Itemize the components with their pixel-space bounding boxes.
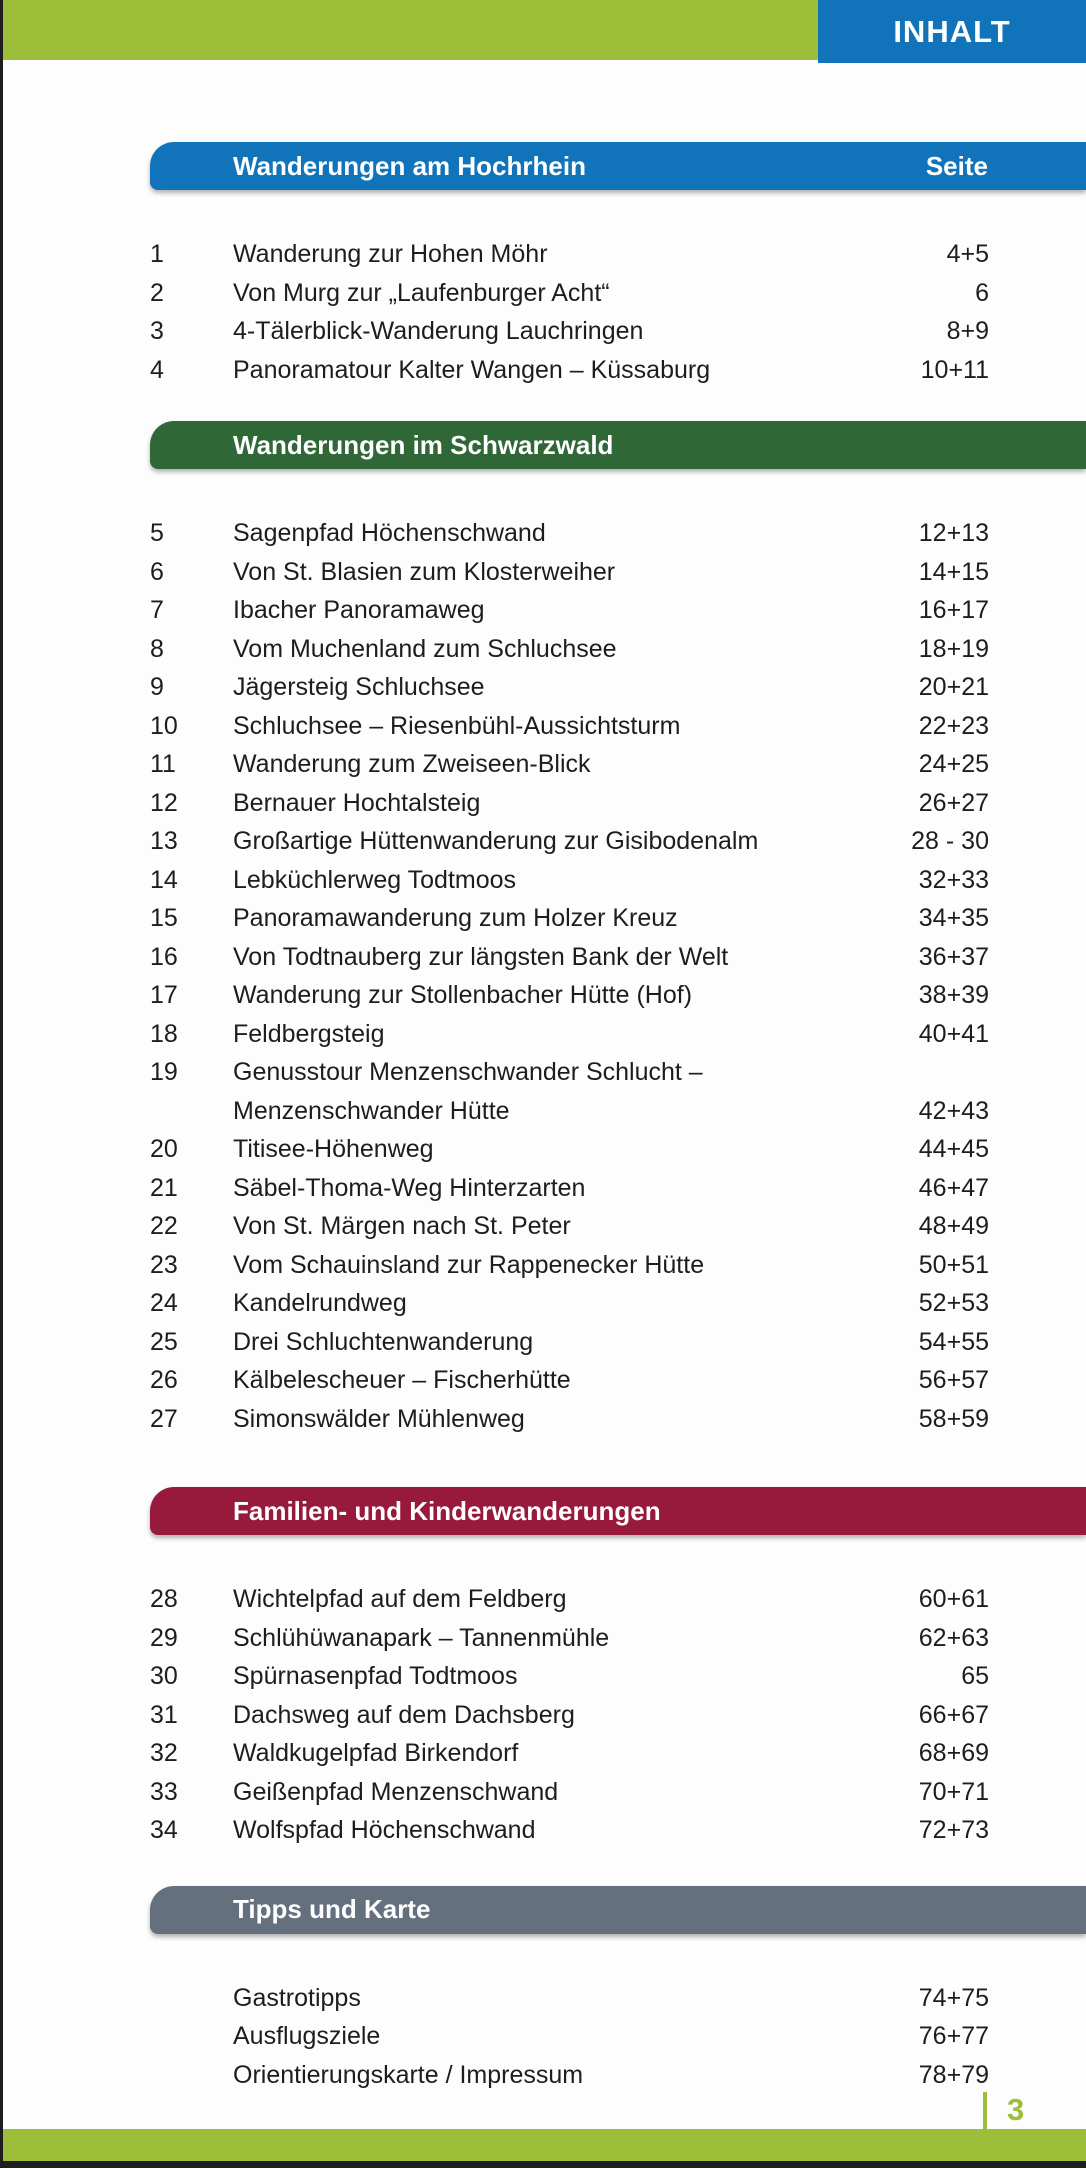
trail-number: 13 — [150, 827, 178, 855]
trail-title-group — [233, 1361, 919, 1400]
trail-title: Von St. Blasien zum Klosterweiher — [233, 557, 616, 586]
trail-title-group — [233, 707, 919, 746]
section-title: Wanderungen am Hochrhein — [233, 150, 586, 181]
trail-pages: 74+75 — [918, 1983, 989, 2012]
trail-number: 2 — [150, 278, 164, 307]
trail-title: Kälbelescheuer – Fischerhütte — [233, 1366, 571, 1394]
trail-number: 24 — [150, 1289, 178, 1317]
trail-title-group — [233, 312, 947, 351]
trail-number: 3 — [150, 317, 164, 345]
trail-title: Ibacher Panoramaweg — [233, 596, 485, 624]
trail-number: 8 — [150, 634, 164, 663]
trail-number — [150, 1979, 233, 2018]
toc-row — [150, 514, 1086, 553]
trail-title-group — [233, 1979, 919, 2018]
trail-pages: 52+53 — [918, 1289, 989, 1317]
trail-pages: 44+45 — [918, 1135, 989, 1163]
toc-row — [150, 591, 1086, 630]
trail-title-group — [233, 1619, 919, 1658]
trail-title-group — [233, 1015, 919, 1054]
trail-title-group — [233, 1323, 919, 1362]
page-number-tick — [983, 2092, 987, 2131]
inhalt-tab-label: INHALT — [893, 13, 1011, 49]
trail-title: Panoramatour Kalter Wangen – Küssaburg — [233, 355, 711, 384]
trail-title: Drei Schluchtenwanderung — [233, 1327, 534, 1356]
trail-pages: 46+47 — [918, 1173, 989, 1202]
toc-row — [150, 1979, 1086, 2018]
trail-number: 32 — [150, 1739, 178, 1767]
trail-pages: 36+37 — [918, 942, 989, 971]
trail-number: 28 — [150, 1585, 178, 1613]
trail-title: Geißenpfad Menzenschwand — [233, 1777, 559, 1806]
trail-title-group — [233, 745, 919, 784]
trail-pages: 65 — [961, 1662, 989, 1690]
trail-title: Spürnasenpfad Todtmoos — [233, 1662, 518, 1690]
trail-pages: 54+55 — [918, 1327, 989, 1356]
section-hochrhein — [150, 142, 1086, 389]
trail-number: 27 — [150, 1404, 178, 1433]
page-number: 3 — [1007, 2092, 1025, 2127]
trail-title: 4-Tälerblick-Wanderung Lauchringen — [233, 317, 644, 345]
trail-number: 17 — [150, 981, 178, 1009]
trail-title-group — [233, 591, 919, 630]
toc-content — [150, 0, 1086, 2094]
trail-number — [150, 2056, 233, 2095]
trail-pages: 24+25 — [918, 750, 989, 778]
trail-title-group — [233, 514, 919, 553]
scan-edge-left — [0, 0, 3, 2168]
trail-pages: 76+77 — [918, 2022, 989, 2050]
trail-pages: 14+15 — [918, 557, 989, 586]
trail-pages: 18+19 — [918, 634, 989, 663]
page-column-label: Seite — [925, 150, 988, 181]
toc-row — [150, 707, 1086, 746]
toc-row — [150, 351, 1086, 390]
toc-row — [150, 1169, 1086, 1208]
trail-pages: 6 — [975, 278, 989, 307]
trail-title-group — [233, 938, 919, 977]
trail-number: 16 — [150, 942, 178, 971]
trail-title-group — [233, 1284, 919, 1323]
trail-pages: 58+59 — [918, 1404, 989, 1433]
toc-row — [150, 938, 1086, 977]
trail-title-group — [233, 2017, 919, 2056]
toc-row — [150, 1400, 1086, 1439]
trail-number: 34 — [150, 1816, 178, 1844]
trail-number: 5 — [150, 519, 164, 547]
trail-title: Vom Muchenland zum Schluchsee — [233, 634, 617, 663]
trail-title-group — [233, 822, 911, 861]
trail-title: Schluchsee – Riesenbühl-Aussichtsturm — [233, 711, 681, 740]
trail-pages: 26+27 — [918, 788, 989, 817]
trail-number: 7 — [150, 596, 164, 624]
section-rows — [150, 1580, 1086, 1850]
trail-number: 19 — [150, 1058, 178, 1086]
toc-row — [150, 1053, 1086, 1130]
trail-number: 18 — [150, 1019, 178, 1048]
trail-pages: 12+13 — [918, 519, 989, 547]
trail-number: 9 — [150, 673, 164, 701]
trail-title-group — [233, 2056, 919, 2095]
trail-pages: 28 - 30 — [911, 827, 989, 855]
trail-pages: 4+5 — [946, 240, 989, 268]
trail-title: Titisee-Höhenweg — [233, 1135, 434, 1163]
trail-title-group — [233, 1773, 919, 1812]
toc-row — [150, 2056, 1086, 2095]
trail-pages: 56+57 — [918, 1366, 989, 1394]
trail-title: Von Todtnauberg zur längsten Bank der Welt — [233, 942, 729, 971]
trail-number: 33 — [150, 1777, 178, 1806]
toc-row — [150, 553, 1086, 592]
trail-pages: 20+21 — [918, 673, 989, 701]
trail-pages: 72+73 — [918, 1816, 989, 1844]
trail-number: 26 — [150, 1366, 178, 1394]
toc-row — [150, 1207, 1086, 1246]
trail-title-group — [233, 1400, 919, 1439]
toc-row — [150, 1580, 1086, 1619]
trail-title: Lebküchlerweg Todtmoos — [233, 865, 517, 894]
section-familien — [150, 1487, 1086, 1850]
trail-number: 11 — [150, 750, 176, 778]
trail-title: Wolfspfad Höchenschwand — [233, 1816, 536, 1844]
trail-pages: 38+39 — [918, 981, 989, 1009]
trail-title: Jägersteig Schluchsee — [233, 673, 485, 701]
trail-title-group — [233, 1657, 961, 1696]
trail-title-group — [233, 630, 919, 669]
scan-edge-bottom — [0, 2161, 1086, 2168]
trail-pages: 10+11 — [920, 355, 989, 384]
trail-pages: 40+41 — [918, 1019, 989, 1048]
trail-number: 4 — [150, 355, 164, 384]
trail-title-group — [233, 668, 919, 707]
trail-title-group — [233, 1580, 919, 1619]
trail-pages: 66+67 — [918, 1700, 989, 1729]
toc-row — [150, 668, 1086, 707]
section-schwarzwald — [150, 421, 1086, 1438]
trail-title: Schlühüwanapark – Tannenmühle — [233, 1623, 610, 1652]
trail-pages: 68+69 — [918, 1739, 989, 1767]
section-title: Wanderungen im Schwarzwald — [233, 429, 614, 460]
section-title: Familien- und Kinderwanderungen — [233, 1495, 661, 1526]
trail-title-group — [233, 976, 919, 1015]
toc-row — [150, 312, 1086, 351]
trail-title: Dachsweg auf dem Dachsberg — [233, 1700, 575, 1729]
trail-number — [150, 2017, 233, 2056]
trail-number: 23 — [150, 1250, 178, 1279]
section-header-tipps — [150, 1886, 1086, 1934]
toc-row — [150, 1284, 1086, 1323]
trail-title-group — [233, 1207, 919, 1246]
trail-number: 14 — [150, 865, 178, 894]
section-rows — [150, 235, 1086, 389]
toc-row — [150, 1323, 1086, 1362]
trail-title-group — [233, 1696, 919, 1735]
section-header-familien — [150, 1487, 1086, 1535]
toc-row — [150, 784, 1086, 823]
toc-row — [150, 1773, 1086, 1812]
trail-number: 25 — [150, 1327, 178, 1356]
trail-title-group — [233, 1169, 919, 1208]
section-header-hochrhein — [150, 142, 1086, 190]
toc-row — [150, 1696, 1086, 1735]
toc-row — [150, 1361, 1086, 1400]
trail-title: Bernauer Hochtalsteig — [233, 788, 481, 817]
toc-row — [150, 2017, 1086, 2056]
trail-title: Wanderung zum Zweiseen-Blick — [233, 750, 591, 778]
trail-pages: 70+71 — [918, 1777, 989, 1806]
trail-pages: 42+43 — [918, 1096, 989, 1125]
trail-title-line2: Menzenschwander Hütte — [233, 1096, 510, 1125]
trail-title-group — [233, 1130, 919, 1169]
trail-title: Wanderung zur Stollenbacher Hütte (Hof) — [233, 981, 693, 1009]
trail-title: Gastrotipps — [233, 1983, 361, 2012]
trail-number: 20 — [150, 1135, 178, 1163]
trail-number: 12 — [150, 788, 178, 817]
trail-title: Panoramawanderung zum Holzer Kreuz — [233, 904, 678, 932]
trail-title: Feldbergsteig — [233, 1019, 385, 1048]
trail-number: 31 — [150, 1700, 178, 1729]
toc-row — [150, 274, 1086, 313]
trail-pages: 8+9 — [946, 317, 989, 345]
section-header-schwarzwald — [150, 421, 1086, 469]
toc-row — [150, 1015, 1086, 1054]
trail-title: Vom Schauinsland zur Rappenecker Hütte — [233, 1250, 705, 1279]
trail-number: 30 — [150, 1662, 178, 1690]
bottom-accent-bar — [0, 2129, 1086, 2161]
trail-pages: 50+51 — [918, 1250, 989, 1279]
trail-title: Wanderung zur Hohen Möhr — [233, 240, 548, 268]
trail-pages: 22+23 — [918, 711, 989, 740]
trail-number: 22 — [150, 1212, 178, 1240]
toc-row — [150, 1657, 1086, 1696]
trail-title: Waldkugelpfad Birkendorf — [233, 1739, 519, 1767]
trail-title: Kandelrundweg — [233, 1289, 407, 1317]
trail-title: Wichtelpfad auf dem Feldberg — [233, 1585, 567, 1613]
toc-row — [150, 861, 1086, 900]
trail-title: Sagenpfad Höchenschwand — [233, 519, 546, 547]
trail-title-group — [233, 235, 947, 274]
toc-row — [150, 1246, 1086, 1285]
trail-title-group — [233, 351, 921, 390]
trail-title: Von Murg zur „Laufenburger Acht“ — [233, 278, 610, 307]
toc-row — [150, 1619, 1086, 1658]
trail-number: 6 — [150, 557, 164, 586]
trail-pages: 34+35 — [918, 904, 989, 932]
trail-number: 15 — [150, 904, 178, 932]
toc-row — [150, 745, 1086, 784]
trail-title-group — [233, 861, 919, 900]
trail-pages: 60+61 — [918, 1585, 989, 1613]
trail-title: Genusstour Menzenschwander Schlucht – — [233, 1058, 703, 1086]
toc-row — [150, 235, 1086, 274]
toc-row — [150, 899, 1086, 938]
trail-title-group — [233, 899, 919, 938]
trail-title-group — [233, 1246, 919, 1285]
trail-number: 1 — [150, 240, 164, 268]
trail-pages: 32+33 — [918, 865, 989, 894]
trail-title-group — [233, 1053, 919, 1130]
trail-pages: 16+17 — [918, 596, 989, 624]
trail-pages: 48+49 — [918, 1212, 989, 1240]
trail-title-group — [233, 274, 975, 313]
trail-title: Orientierungskarte / Impressum — [233, 2060, 584, 2089]
trail-pages: 62+63 — [918, 1623, 989, 1652]
trail-number: 10 — [150, 711, 178, 740]
section-rows — [150, 514, 1086, 1438]
toc-row — [150, 630, 1086, 669]
toc-row — [150, 1130, 1086, 1169]
trail-title-group — [233, 1811, 919, 1850]
trail-title-group — [233, 1734, 919, 1773]
section-tipps — [150, 1886, 1086, 2095]
trail-title: Von St. Märgen nach St. Peter — [233, 1212, 571, 1240]
toc-row — [150, 822, 1086, 861]
trail-title: Großartige Hüttenwanderung zur Gisibodenalm — [233, 827, 759, 855]
trail-number: 29 — [150, 1623, 178, 1652]
trail-pages: 78+79 — [918, 2060, 989, 2089]
toc-row — [150, 1734, 1086, 1773]
trail-title: Säbel-Thoma-Weg Hinterzarten — [233, 1173, 586, 1202]
trail-title-group — [233, 784, 919, 823]
trail-title: Simonswälder Mühlenweg — [233, 1404, 525, 1433]
trail-title-group — [233, 553, 919, 592]
trail-title: Ausflugsziele — [233, 2022, 381, 2050]
toc-row — [150, 1811, 1086, 1850]
section-rows — [150, 1979, 1086, 2095]
section-title: Tipps und Karte — [233, 1894, 431, 1924]
trail-number: 21 — [150, 1173, 178, 1202]
toc-row — [150, 976, 1086, 1015]
